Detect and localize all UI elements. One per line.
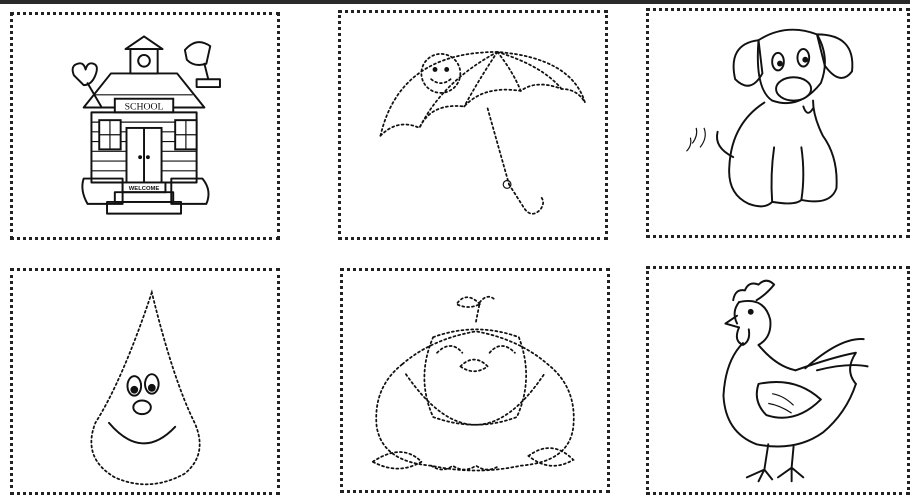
raindrop-icon [13,271,277,492]
school-sign-text: SCHOOL [124,101,164,113]
rooster-icon [649,269,907,492]
welcome-mat-text: WELCOME [128,186,160,193]
dog-icon [649,11,907,235]
card-school [10,12,280,240]
card-raindrop [10,268,280,495]
pumpkin-icon [343,271,607,490]
top-edge-bar [0,0,910,4]
card-umbrella [338,10,608,240]
card-rooster [646,266,910,495]
umbrella-icon [341,13,605,237]
card-pumpkin [340,268,610,493]
card-dog [646,8,910,238]
school-icon [13,15,277,237]
